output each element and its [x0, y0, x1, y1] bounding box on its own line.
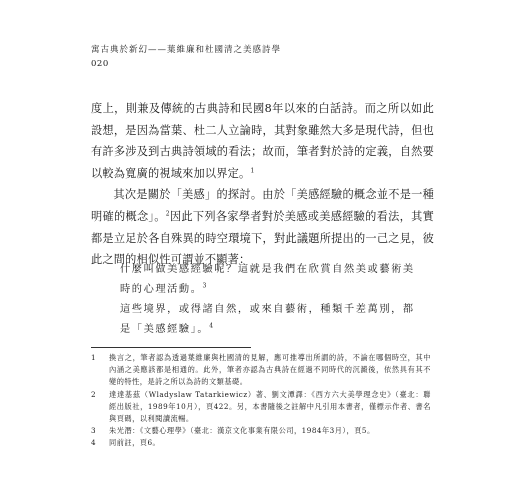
paragraph-2b-text: 因此下列各家學者對於美感或美感經驗的看法，其實都是立足於各自殊異的時空環境下，對此議題所提出的一己之見，彼此之間的相似性可謂並不顯著：	[91, 209, 434, 267]
paragraph-2a-text: 其次是關於「美感」的探討。由於「美感經驗的概念並不是一種明確的概念」。	[91, 188, 434, 223]
footnote-text: 同前註，頁6。	[109, 438, 161, 448]
footnote-2	[91, 389, 431, 426]
block-quote	[120, 260, 420, 339]
footnote-text: 換言之，筆者認為透過葉維廉與杜國清的見解，應可推導出所謂的詩，不論在哪個時空，其中內涵之美應該都是相通的。此外，筆者亦認為古典詩在經過不同時代的沉澱後，依然具有其不變的特性，是詩之所以為詩的文類基礎。	[109, 353, 431, 387]
footnote-number: 2	[91, 389, 96, 399]
page-number: 020	[91, 59, 109, 69]
footnote-ref-2[interactable]: 2	[165, 210, 170, 218]
paragraph-1	[91, 98, 434, 184]
footnote-ref-1[interactable]: 1	[250, 167, 255, 175]
footnote-number: 1	[91, 353, 96, 362]
main-text-block	[91, 98, 434, 271]
quote-2-text: 這些境界，或得諸自然，或來自藝術，種類千差萬別，都是「美感經驗」。	[120, 304, 415, 335]
footnote-ref-4[interactable]: 4	[209, 322, 215, 330]
running-header: 寓古典於新幻——葉維廉和杜國清之美感詩學	[91, 45, 282, 55]
footnote-text: 朱光潛：《文藝心理學》（臺北：漢京文化事業有限公司，1984年3月），頁5。	[109, 426, 375, 436]
footnotes-section	[91, 352, 431, 450]
paragraph-2	[91, 184, 434, 270]
footnote-ref-3[interactable]: 3	[202, 282, 208, 290]
footnote-text: 達達基茲（Wladyslaw Tatarkiewicz）著、劉文潭譯：《西方六大美學理念史》（臺北：聯經出版社，1989年10月），頁422。另，本書隨後之註解中凡引用本書者，僅標示作者、書名與頁碼，以利閱讀流暢。	[109, 389, 431, 424]
quote-2	[120, 300, 420, 339]
footnote-number: 4	[91, 438, 96, 448]
footnote-number: 3	[91, 426, 96, 436]
footnote-4	[91, 437, 431, 449]
footnote-3	[91, 425, 431, 437]
footnote-1	[91, 352, 431, 389]
footnote-divider	[91, 347, 251, 348]
paragraph-1-text: 度上，則兼及傳統的古典詩和民國8年以來的白話詩。而之所以如此設想，是因為當葉、杜二人立論時，其對象雖然大多是現代詩，但也有許多涉及到古典詩領域的看法；故而，筆者對於詩的定義，自然要以較為寬廣的視域來加以界定。	[91, 102, 434, 180]
quote-1	[120, 260, 420, 299]
quote-1-text: 什麼叫做美感經驗呢？這就是我們在欣賞自然美或藝術美時的心理活動。	[120, 264, 415, 295]
